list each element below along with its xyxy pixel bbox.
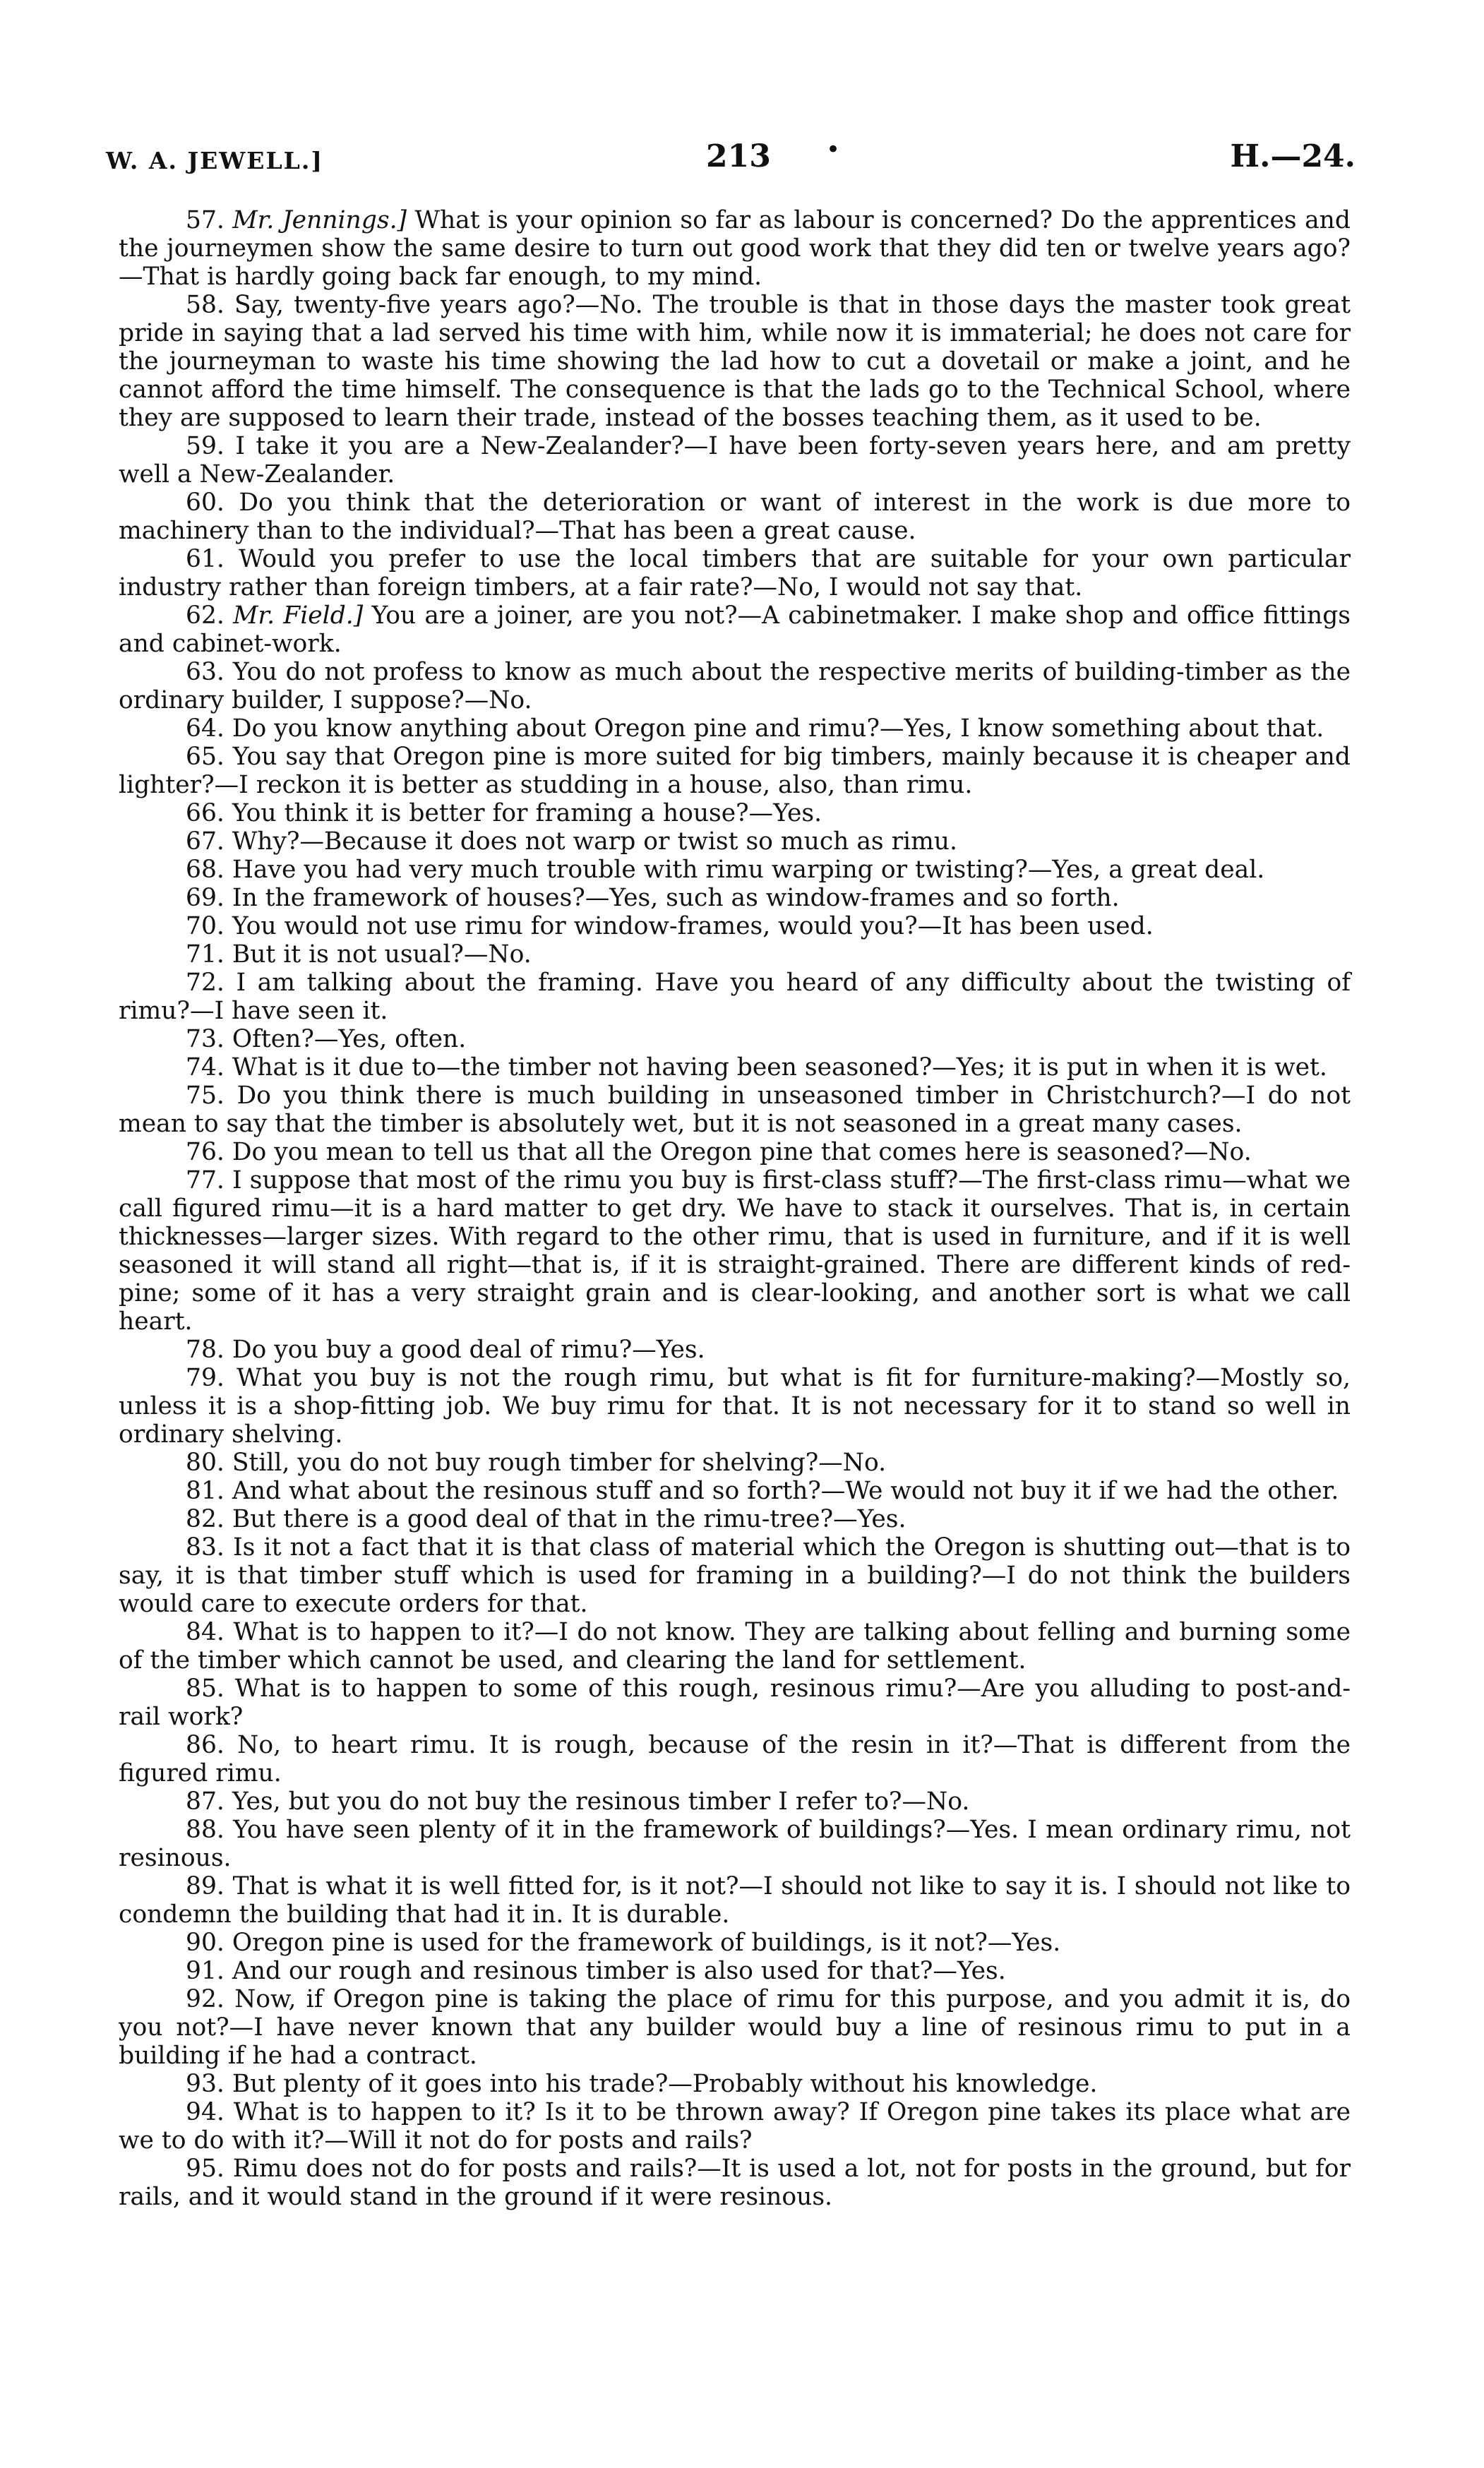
- question-number: 92.: [186, 1985, 225, 2013]
- question-paragraph: [119, 1533, 1351, 1618]
- question-number: 93.: [186, 2070, 225, 2098]
- paper-reference: H.—24.: [1230, 138, 1356, 174]
- question-paragraph: [119, 2098, 1351, 2155]
- question-paragraph: [119, 969, 1351, 1025]
- question-text: In the framework of houses?—Yes, such as window-frames and so forth.: [232, 884, 1120, 912]
- question-paragraph: [119, 206, 1351, 291]
- question-number: 64.: [186, 714, 225, 743]
- question-number: 62.: [186, 601, 225, 630]
- question-number: 74.: [186, 1053, 225, 1082]
- question-number: 88.: [186, 1816, 225, 1844]
- question-text: I am talking about the framing. Have you heard of any difficulty about the twisting of rimu?—I have seen it.: [119, 969, 1351, 1025]
- question-number: 69.: [186, 884, 225, 912]
- question-number: 57.: [186, 206, 225, 234]
- question-number: 90.: [186, 1929, 225, 1957]
- question-paragraph: [119, 1449, 1351, 1477]
- question-paragraph: [119, 601, 1351, 658]
- question-text: You do not profess to know as much about the respective merits of building-timber as the ordinary builder, I suppose?—No.: [119, 658, 1351, 714]
- question-paragraph: [119, 743, 1351, 799]
- question-text: But plenty of it goes into his trade?—Probably without his knowledge.: [232, 2070, 1098, 2098]
- question-paragraph: [119, 1336, 1351, 1364]
- question-number: 83.: [186, 1533, 225, 1562]
- question-paragraph: [119, 827, 1351, 856]
- question-paragraph: [119, 1985, 1351, 2070]
- question-number: 61.: [186, 545, 225, 573]
- question-paragraph: [119, 2155, 1351, 2211]
- question-number: 91.: [186, 1957, 225, 1985]
- question-text: Oregon pine is used for the framework of buildings, is it not?—Yes.: [232, 1929, 1061, 1957]
- question-paragraph: [119, 1138, 1351, 1166]
- question-text: Have you had very much trouble with rimu warping or twisting?—Yes, a great deal.: [232, 856, 1265, 884]
- question-paragraph: [119, 1053, 1351, 1082]
- question-number: 81.: [186, 1477, 225, 1505]
- question-text: You are a joiner, are you not?—A cabinetmaker. I make shop and office fittings and cabinet-work.: [119, 601, 1351, 658]
- examiner-name: Mr. Jennings.]: [232, 206, 407, 234]
- question-number: 72.: [186, 969, 225, 997]
- question-text: Do you think there is much building in unseasoned timber in Christchurch?—I do not mean to say that the timber is absolutely wet, but it is not seasoned in a great many cases.: [119, 1082, 1351, 1138]
- question-paragraph: [119, 1025, 1351, 1053]
- question-text: What is to happen to it?—I do not know. They are talking about felling and burning some of the timber which cannot be used, and clearing the land for settlement.: [119, 1618, 1351, 1675]
- question-text: I suppose that most of the rimu you buy is first-class stuff?—The first-class rimu—what we call figured rimu—it is a hard matter to get dry. We have to stack it ourselves. That is, in certain thicknesses—larger sizes. With regard to the other rimu, that is used in furniture, and if it is well seasoned it will stand all right—that is, if it is straight-grained. There are different kinds of red-pine; some of it has a very straight grain and is clear-looking, and another sort is what we call heart.: [119, 1166, 1351, 1336]
- page-number: 213: [706, 138, 771, 174]
- question-paragraph: [119, 1816, 1351, 1872]
- question-paragraph: [119, 1082, 1351, 1138]
- question-text: Why?—Because it does not warp or twist so much as rimu.: [232, 827, 957, 856]
- question-number: 71.: [186, 940, 225, 969]
- question-paragraph: [119, 1929, 1351, 1957]
- question-paragraph: [119, 545, 1351, 601]
- question-text: And our rough and resinous timber is also used for that?—Yes.: [232, 1957, 1006, 1985]
- witness-name: W. A. JEWELL.]: [106, 147, 323, 174]
- question-text: Is it not a fact that it is that class of material which the Oregon is shutting out—that is to say, it is that timber stuff which is used for framing in a building?—I do not think the builders would care to execute orders for that.: [119, 1533, 1351, 1618]
- question-number: 82.: [186, 1505, 225, 1533]
- question-paragraph: [119, 1364, 1351, 1449]
- question-number: 95.: [186, 2155, 225, 2183]
- question-text: What is to happen to some of this rough, resinous rimu?—Are you alluding to post-and-rail work?: [119, 1675, 1351, 1731]
- question-number: 66.: [186, 799, 225, 827]
- question-text: No, to heart rimu. It is rough, because of the resin in it?—That is different from the figured rimu.: [119, 1731, 1351, 1787]
- question-number: 80.: [186, 1449, 225, 1477]
- question-text: Often?—Yes, often.: [232, 1025, 467, 1053]
- question-paragraph: [119, 1505, 1351, 1533]
- question-text: What is to happen to it? Is it to be thrown away? If Oregon pine takes its place what are we to do with it?—Will it not do for posts and rails?: [119, 2098, 1351, 2155]
- question-text: But there is a good deal of that in the rimu-tree?—Yes.: [232, 1505, 906, 1533]
- question-number: 78.: [186, 1336, 225, 1364]
- page-header: [106, 138, 1356, 181]
- examiner-name: Mr. Field.]: [233, 601, 364, 630]
- question-paragraph: [119, 714, 1351, 743]
- question-paragraph: [119, 291, 1351, 432]
- question-text: Rimu does not do for posts and rails?—It is used a lot, not for posts in the ground, but for rails, and it would stand in the ground if it were resinous.: [119, 2155, 1351, 2211]
- question-number: 65.: [186, 743, 225, 771]
- question-paragraph: [119, 1872, 1351, 1929]
- print-mark: •: [826, 136, 841, 164]
- question-paragraph: [119, 1166, 1351, 1336]
- question-paragraph: [119, 856, 1351, 884]
- question-text: That is what it is well fitted for, is it not?—I should not like to say it is. I should not like to condemn the building that had it in. It is durable.: [119, 1872, 1351, 1929]
- question-paragraph: [119, 1675, 1351, 1731]
- question-number: 58.: [186, 291, 225, 319]
- question-paragraph: [119, 432, 1351, 489]
- question-text: Yes, but you do not buy the resinous timber I refer to?—No.: [232, 1787, 970, 1816]
- question-text: What is it due to—the timber not having been seasoned?—Yes; it is put in when it is wet.: [232, 1053, 1327, 1082]
- question-paragraph: [119, 940, 1351, 969]
- question-text: You would not use rimu for window-frames, would you?—It has been used.: [232, 912, 1154, 940]
- question-number: 89.: [186, 1872, 225, 1900]
- question-text: Now, if Oregon pine is taking the place of rimu for this purpose, and you admit it is, do you not?—I have never known that any builder would buy a line of resinous rimu to put in a building if he had a contract.: [119, 1985, 1351, 2070]
- question-paragraph: [119, 1957, 1351, 1985]
- question-text: You think it is better for framing a house?—Yes.: [232, 799, 822, 827]
- question-number: 59.: [186, 432, 225, 460]
- question-text: What you buy is not the rough rimu, but what is fit for furniture-making?—Mostly so, unless it is a shop-fitting job. We buy rimu for that. It is not necessary for it to stand so well in ordinary shelving.: [119, 1364, 1351, 1449]
- question-text: You say that Oregon pine is more suited for big timbers, mainly because it is cheaper and lighter?—I reckon it is better as studding in a house, also, than rimu.: [119, 743, 1351, 799]
- question-paragraph: [119, 489, 1351, 545]
- question-number: 67.: [186, 827, 225, 856]
- question-paragraph: [119, 1787, 1351, 1816]
- evidence-body: [119, 206, 1351, 2211]
- question-text: Would you prefer to use the local timbers that are suitable for your own particular industry rather than foreign timbers, at a fair rate?—No, I would not say that.: [119, 545, 1351, 601]
- question-number: 79.: [186, 1364, 225, 1392]
- question-text: Still, you do not buy rough timber for shelving?—No.: [232, 1449, 887, 1477]
- question-number: 86.: [186, 1731, 225, 1759]
- question-number: 68.: [186, 856, 225, 884]
- question-number: 85.: [186, 1675, 225, 1703]
- question-text: But it is not usual?—No.: [232, 940, 532, 969]
- question-text: You have seen plenty of it in the framework of buildings?—Yes. I mean ordinary rimu, not resinous.: [119, 1816, 1351, 1872]
- question-paragraph: [119, 799, 1351, 827]
- question-number: 94.: [186, 2098, 225, 2126]
- question-number: 84.: [186, 1618, 225, 1646]
- question-paragraph: [119, 1477, 1351, 1505]
- question-paragraph: [119, 912, 1351, 940]
- question-text: Do you mean to tell us that all the Oregon pine that comes here is seasoned?—No.: [232, 1138, 1252, 1166]
- question-number: 87.: [186, 1787, 225, 1816]
- question-text: And what about the resinous stuff and so forth?—We would not buy it if we had the other.: [232, 1477, 1339, 1505]
- question-number: 76.: [186, 1138, 225, 1166]
- question-number: 60.: [186, 489, 225, 517]
- question-paragraph: [119, 884, 1351, 912]
- question-number: 70.: [186, 912, 225, 940]
- question-number: 75.: [186, 1082, 225, 1110]
- question-number: 73.: [186, 1025, 225, 1053]
- question-text: Do you buy a good deal of rimu?—Yes.: [232, 1336, 705, 1364]
- question-paragraph: [119, 658, 1351, 714]
- question-paragraph: [119, 2070, 1351, 2098]
- question-number: 77.: [186, 1166, 225, 1194]
- question-text: Do you know anything about Oregon pine and rimu?—Yes, I know something about that.: [232, 714, 1324, 743]
- question-number: 63.: [186, 658, 225, 686]
- question-text: What is your opinion so far as labour is concerned? Do the apprentices and the journeymen show the same desire to turn out good work that they did ten or twelve years ago?—That is hardly going back far enough, to my mind.: [119, 206, 1351, 291]
- question-text: Say, twenty-five years ago?—No. The trouble is that in those days the master took great pride in saying that a lad served his time with him, while now it is immaterial; he does not care for the journeyman to waste his time showing the lad how to cut a dovetail or make a joint, and he cannot afford the time himself. The consequence is that the lads go to the Technical School, where they are supposed to learn their trade, instead of the bosses teaching them, as it used to be.: [119, 291, 1351, 432]
- question-text: Do you think that the deterioration or want of interest in the work is due more to machinery than to the individual?—That has been a great cause.: [119, 489, 1351, 545]
- question-text: I take it you are a New-Zealander?—I have been forty-seven years here, and am pretty well a New-Zealander.: [119, 432, 1351, 489]
- question-paragraph: [119, 1731, 1351, 1787]
- question-paragraph: [119, 1618, 1351, 1675]
